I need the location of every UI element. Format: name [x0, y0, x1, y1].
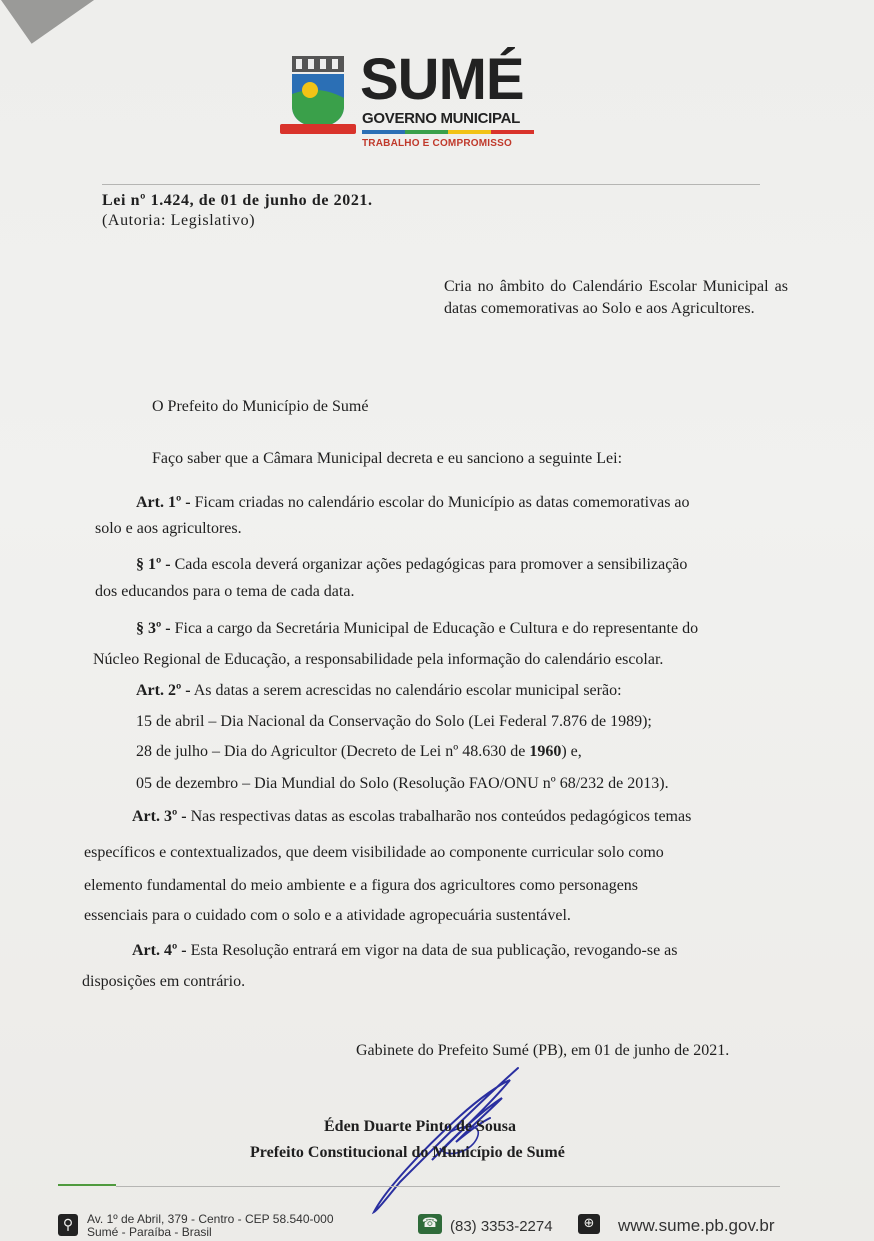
signer-role: Prefeito Constitucional do Município de Sumé	[250, 1144, 565, 1161]
art3-text: Nas respectivas datas as escolas trabalharão nos conteúdos pedagógicos temas	[186, 808, 692, 825]
header-divider	[102, 184, 760, 185]
par3-line1	[136, 620, 698, 638]
art3-line2: específicos e contextualizados, que deem visibilidade ao componente curricular solo como	[84, 844, 664, 861]
coat-of-arms-icon	[278, 54, 358, 138]
art4-line1	[132, 942, 678, 960]
art3-line3: elemento fundamental do meio ambiente e a figura dos agricultores como personagens	[84, 877, 639, 894]
art1-label: Art. 1º -	[136, 494, 191, 511]
par1-text: Cada escola deverá organizar ações pedagógicas para promover a sensibilização	[170, 556, 688, 573]
date2-end: ) e,	[561, 743, 582, 760]
par1-line1	[136, 556, 687, 574]
art3-line1	[132, 808, 691, 826]
art4-label: Art. 4º -	[132, 942, 187, 959]
preamble: Faço saber que a Câmara Municipal decreta e eu sanciono a seguinte Lei:	[152, 450, 623, 467]
par3-label: § 3º -	[136, 620, 171, 637]
art2-label: Art. 2º -	[136, 682, 191, 699]
art3-label: Art. 3º -	[132, 808, 187, 825]
logo-color-stripe	[362, 130, 534, 134]
handwritten-signature	[360, 1062, 530, 1222]
art4-line2: disposições em contrário.	[82, 973, 246, 990]
art3-line4: essenciais para o cuidado com o solo e a atividade agropecuária sustentável.	[84, 907, 571, 924]
date2-text: 28 de julho – Dia do Agricultor (Decreto de Lei nº 48.630 de	[136, 743, 530, 760]
date-item-2	[136, 743, 582, 761]
par1-line2: dos educandos para o tema de cada data.	[95, 583, 355, 600]
logo-subtitle: GOVERNO MUNICIPAL	[362, 110, 520, 127]
law-ementa: Cria no âmbito do Calendário Escolar Municipal as datas comemorativas ao Solo e aos Agricultores.	[444, 278, 788, 317]
footer-phone: (83) 3353-2274	[450, 1218, 553, 1235]
art1-text: Ficam criadas no calendário escolar do Município as datas comemorativas ao	[190, 494, 690, 511]
logo-tagline: TRABALHO E COMPROMISSO	[362, 138, 512, 149]
art4-text: Esta Resolução entrará em vigor na data de sua publicação, revogando-se as	[186, 942, 678, 959]
law-title: Lei nº 1.424, de 01 de junho de 2021.	[102, 192, 373, 209]
footer-address	[87, 1213, 334, 1239]
par3-line2: Núcleo Regional de Educação, a responsabilidade pela informação do calendário escolar.	[93, 651, 664, 668]
date2-year: 1960	[529, 743, 562, 760]
address-line-2: Sumé - Paraíba - Brasil	[87, 1225, 212, 1239]
law-authorship: (Autoria: Legislativo)	[102, 212, 256, 229]
footer-accent-line	[58, 1184, 116, 1186]
address-line-1: Av. 1º de Abril, 379 - Centro - CEP 58.540-000	[87, 1212, 334, 1226]
telephone-icon: ☎	[418, 1214, 442, 1234]
place-date: Gabinete do Prefeito Sumé (PB), em 01 de junho de 2021.	[356, 1042, 730, 1059]
par1-label: § 1º -	[136, 556, 171, 573]
art1-line2: solo e aos agricultores.	[95, 520, 242, 537]
footer-divider	[116, 1186, 780, 1187]
globe-icon: ⊕	[578, 1214, 600, 1234]
date-item-1: 15 de abril – Dia Nacional da Conservação do Solo (Lei Federal 7.876 de 1989);	[136, 713, 652, 730]
date-item-3: 05 de dezembro – Dia Mundial do Solo (Resolução FAO/ONU nº 68/232 de 2013).	[136, 775, 669, 792]
signer-name: Éden Duarte Pinto de Sousa	[324, 1118, 517, 1135]
logo-title: SUMÉ	[360, 47, 524, 112]
location-pin-icon: ⚲	[58, 1214, 78, 1236]
photo-corner-shadow	[0, 0, 122, 44]
art2-line1	[136, 682, 622, 700]
mayor-line: O Prefeito do Município de Sumé	[152, 398, 369, 415]
art1-line1	[136, 494, 690, 512]
art2-text: As datas a serem acrescidas no calendário escolar municipal serão:	[190, 682, 622, 699]
footer-website[interactable]: www.sume.pb.gov.br	[618, 1216, 775, 1235]
par3-text: Fica a cargo da Secretária Municipal de Educação e Cultura e do representante do	[170, 620, 699, 637]
municipal-logo	[278, 48, 548, 158]
